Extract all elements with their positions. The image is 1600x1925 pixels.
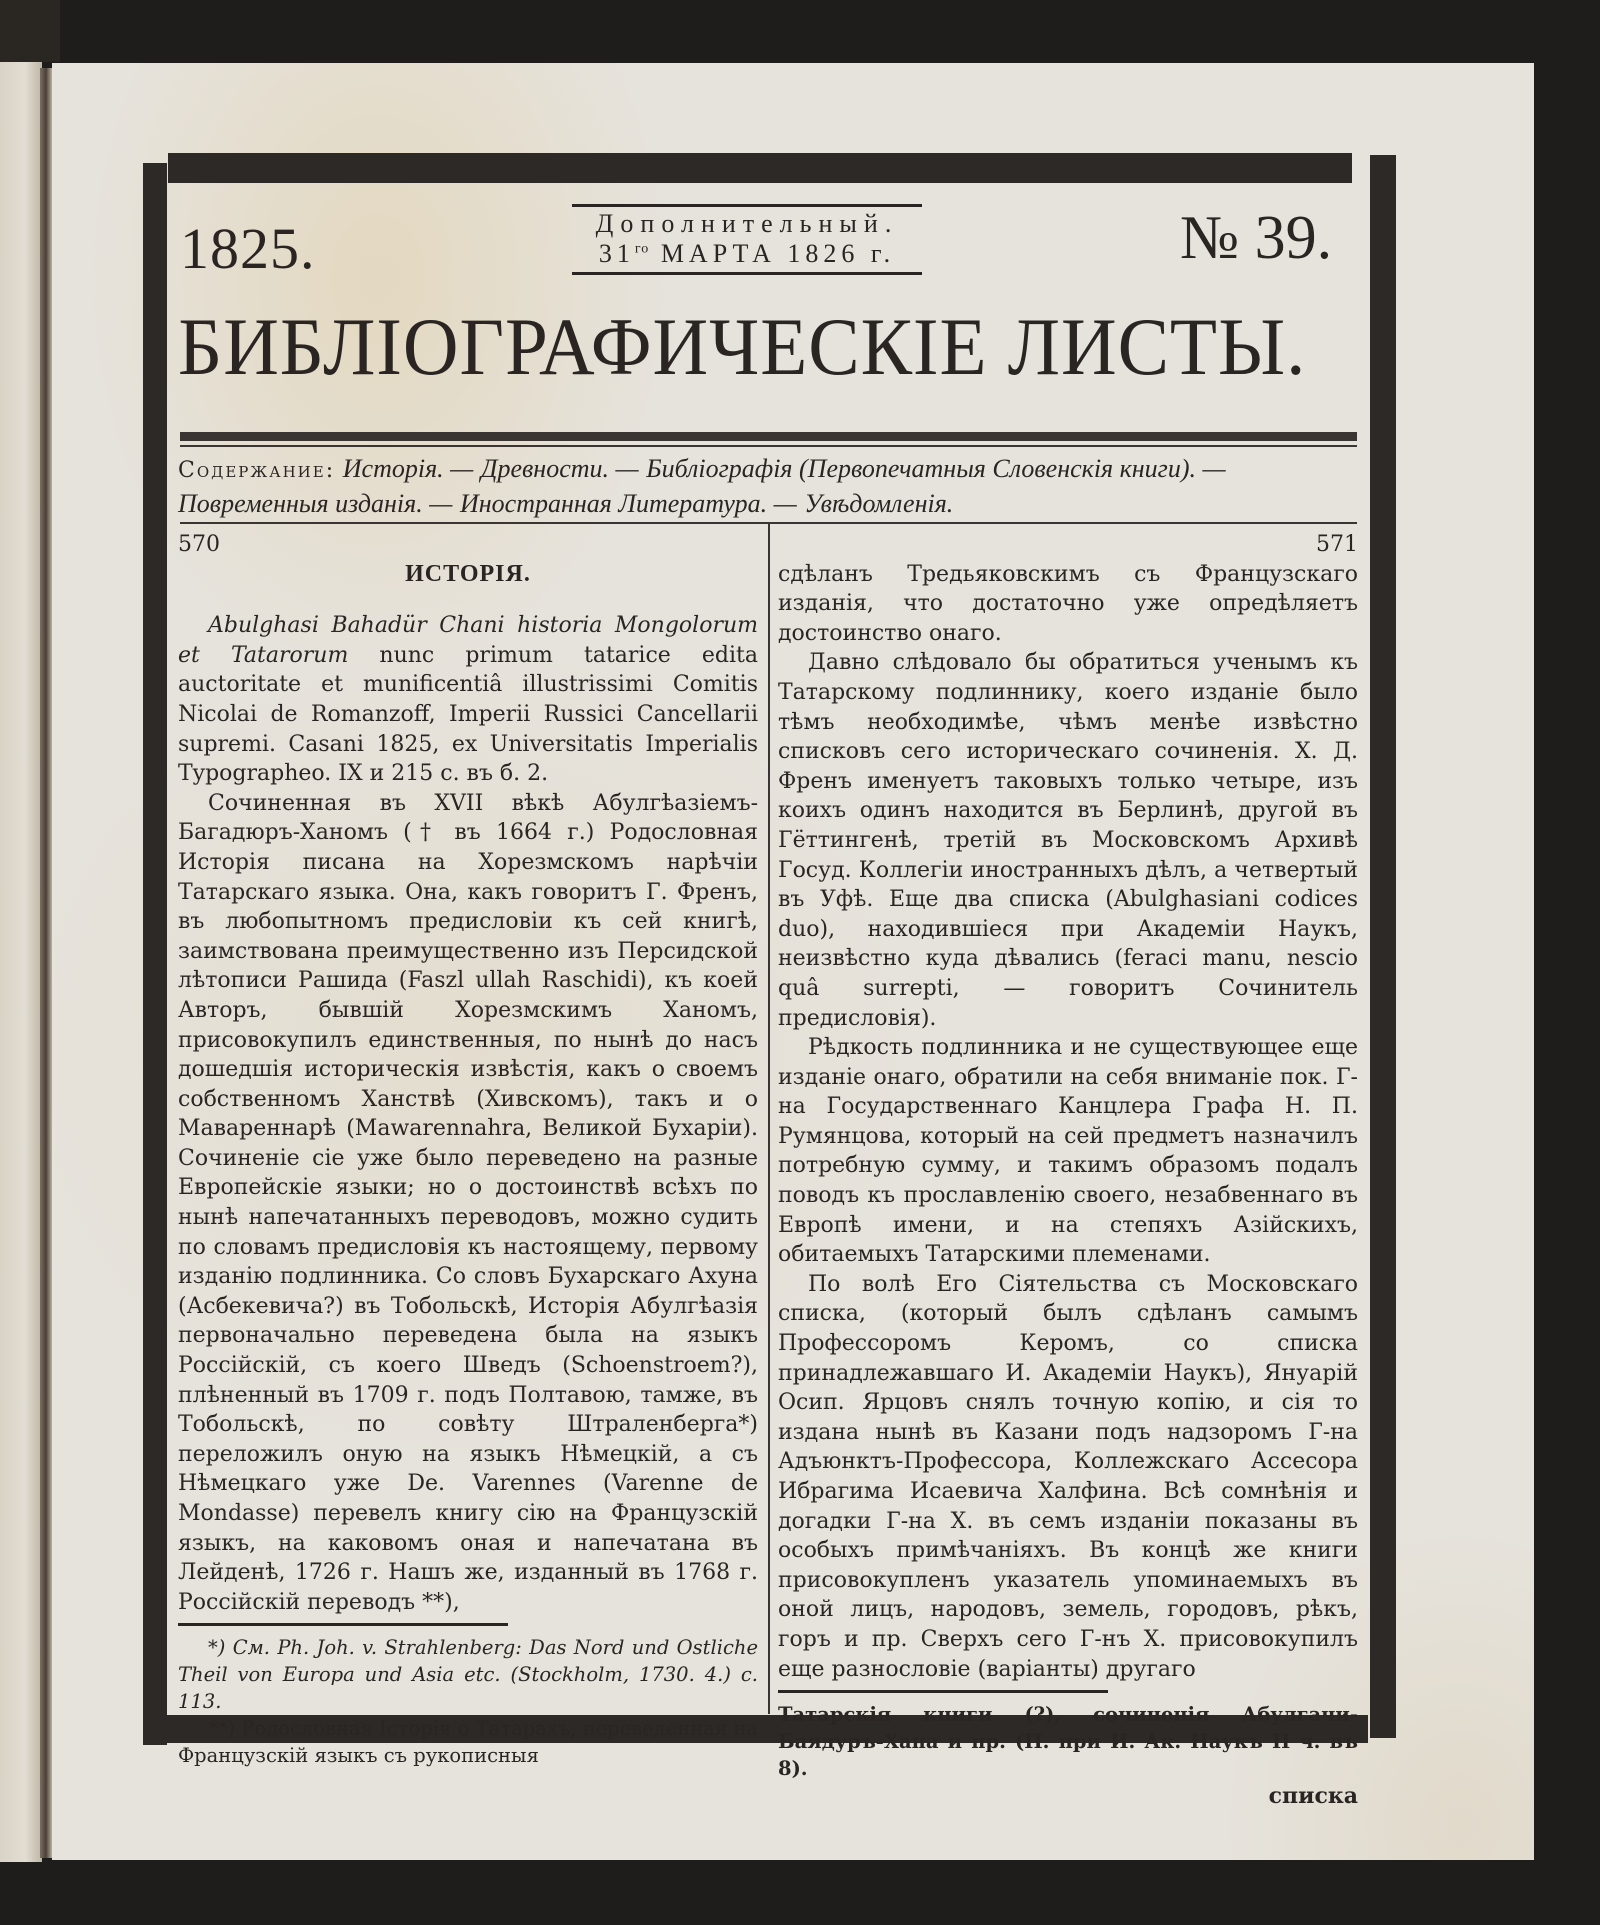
citation-details: nunc primum tatarice edita auctoritate et munificentiâ illustrissimi Comitis Nicolai de Romanzoff, Imperii Russici Cancellarii supremi. Casani 1825, ex Universitatis Imperialis Typographeo. IX и 215 с. въ б. 2. (178, 642, 758, 787)
footnote: *) См. Ph. Joh. v. Strahlenberg: Das Nord und Ostliche Theil von Europa und Asia etc. (Stockholm, 1730. 4.) с. 113. (178, 1636, 758, 1714)
right-column (778, 530, 1358, 1812)
contents-item: Библіографія (Первопечатныя Словенскія книги). — (646, 454, 1226, 483)
left-column (178, 530, 758, 1769)
page-number-left: 570 (178, 532, 220, 557)
body-paragraph: По волѣ Его Сіятельства съ Московскаго списка, (который былъ сдѣланъ самымъ Профессоромъ Керомъ, со списка принадлежавшаго И. Академіи Наукъ), Януарій Осип. Ярцовъ снялъ точную копію, и сія то издана нынѣ въ Казани подъ надзоромъ Г-на Адъюнктъ-Профессора, Коллежскаго Ассесора Ибрагима Исаевича Халфина. Всѣ сомнѣнія и догадки Г-на Х. въ семъ изданіи показаны въ особыхъ примѣчаніяхъ. Въ концѣ же книги присовокупленъ указатель упоминаемыхъ въ оной лицъ, народовъ, земель, городовъ, рѣкъ, горъ и пр. Сверхъ сего Г-нъ Х. присовокупилъ еще разнословіе (варіанты) другаго (778, 1271, 1358, 1682)
contents-item: Древности. — (480, 454, 639, 483)
contents-item: Иностранная Литература. — (460, 489, 797, 518)
body-paragraph: Рѣдкость подлинника и не существующее еще изданіе онаго, обратили на себя вниманіе пок. Г-на Государственнаго Канцлера Графа Н. П. Румянцова, который на сей предметъ назначилъ потребную сумму, и такимъ образомъ подалъ поводъ къ прославленію своего, незабвеннаго въ Европѣ имени, и на степяхъ Азійскихъ, обитаемыхъ Татарскими племенами. (778, 1035, 1358, 1268)
catchword: списка (1268, 1783, 1358, 1810)
supplement-label: Дополнительный. (595, 209, 899, 238)
footnotes (778, 1701, 1358, 1782)
body-paragraph: сдѣланъ Тредьяковскимъ съ Французскаго изданія, что достаточно уже опредѣляетъ достоинство онаго. (778, 561, 1358, 646)
footnotes (178, 1634, 758, 1769)
bibliographic-citation (178, 611, 758, 789)
date-day-suffix: го (634, 241, 650, 257)
body-paragraph: Давно слѣдовало бы обратиться ученымъ къ Татарскому подлиннику, коего изданіе было тѣмъ необходимѣе, чѣмъ менѣе извѣстно списковъ сего историческаго сочиненія. Х. Д. Френъ именуетъ таковыхъ только четыре, изъ коихъ одинъ находится въ Берлинѣ, другой въ Гёттингенѣ, третій въ Московскомъ Архивѣ Госуд. Коллегіи иностранныхъ дѣлъ, а четвертый въ Уфѣ. Еще два списка (Abulghasiani codices duo), находившіеся при Академіи Наукъ, неизвѣстно куда дѣвались (feraci manu, nescio quâ surrepti, — говоритъ Сочинитель предисловія). (778, 650, 1358, 1031)
frame-border-left (143, 163, 167, 1745)
masthead-rule-thick (180, 432, 1357, 441)
frame-border-top (168, 153, 1352, 183)
date-rest: МАРТА 1826 г. (660, 239, 896, 268)
contents-item: Увѣдомленія. (804, 489, 954, 518)
frame-border-right (1370, 155, 1396, 1738)
footnote-rule (178, 1623, 508, 1626)
issue-number: № 39. (1180, 204, 1333, 272)
previous-page-edge (0, 62, 42, 1862)
contents-item: Исторія. — (342, 454, 474, 483)
binding-gutter (40, 68, 52, 1858)
footnote: **) Родословная Історія о Татарахъ, переведенная на Французскій языкъ съ рукописныя (178, 1717, 758, 1768)
section-title: ИСТОРІЯ. (405, 560, 531, 587)
citation-title: Abulghasi Bahadür Chani historia Mongolorum et Tatarorum (178, 613, 758, 668)
rule (572, 272, 922, 275)
date-day: 31 (598, 239, 635, 268)
book-spine (0, 0, 60, 62)
column-divider (768, 524, 770, 1714)
contents-label: Содержание: (178, 458, 336, 483)
footnote: Татарскія книги (?), сочиненія Абулгачи-Баядуръ-Хана и пр. (П. при И. Ак. Наукъ II ч. въ 8). (778, 1703, 1358, 1781)
masthead-year: 1825. (180, 216, 316, 281)
masthead-rule-thin (180, 445, 1357, 447)
footnote-rule (778, 1690, 1108, 1693)
page-number-right: 571 (1316, 532, 1358, 557)
table-of-contents (178, 452, 1358, 521)
contents-item: Повременныя изданія. — (178, 489, 453, 518)
body-paragraph: Сочиненная въ XVII вѣкѣ Абулгѣазіемъ-Багадюръ-Ханомъ († въ 1664 г.) Родословная Исторія писана на Хорезмскомъ нарѣчіи Татарскаго языка. Она, какъ говоритъ Г. Френъ, въ любопытномъ предисловіи къ сей книгѣ, заимствована преимущественно изъ Персидской лѣтописи Рашида (Faszl ullah Raschidi), къ коей Авторъ, бывшій Хорезмскимъ Ханомъ, присовокупилъ единственныя, по нынѣ до насъ дошедшія историческія извѣстія, какъ о своемъ собственномъ Ханствѣ (Хивскомъ), такъ и о Мавареннарѣ (Mawarennahra, Великой Бухаріи). Сочиненіе сіе уже было переведено на разные Европейскіе языки; но о достоинствѣ всѣхъ по нынѣ напечатанныхъ переводовъ, можно судить по словамъ предисловія къ настоящему, первому изданію подлинника. Со словъ Бухарскаго Ахуна (Асбекевича?) въ Тобольскѣ, Исторія Абулгѣазія первоначально переведена была на языкъ Россійскій, съ коего Шведъ (Schoenstroem?), плѣненный въ 1709 г. подъ Полтавою, тамже, въ Тобольскѣ, по совѣту Штраленберга*) переложилъ оную на языкъ Нѣмецкій, а съ Нѣмецкаго уже De. Varennes (Varenne de Mondasse) перевелъ книгу сію на Французскій языкъ, на каковомъ оная и напечатана въ Лейденѣ, 1726 г. Нашъ же, изданный въ 1768 г. Россійскій переводъ **), (178, 790, 758, 1615)
masthead-issue-date (568, 204, 926, 275)
publication-title: БИБЛІОГРАФИЧЕСКІЕ ЛИСТЫ. (178, 301, 1307, 392)
issue-date (568, 239, 926, 272)
